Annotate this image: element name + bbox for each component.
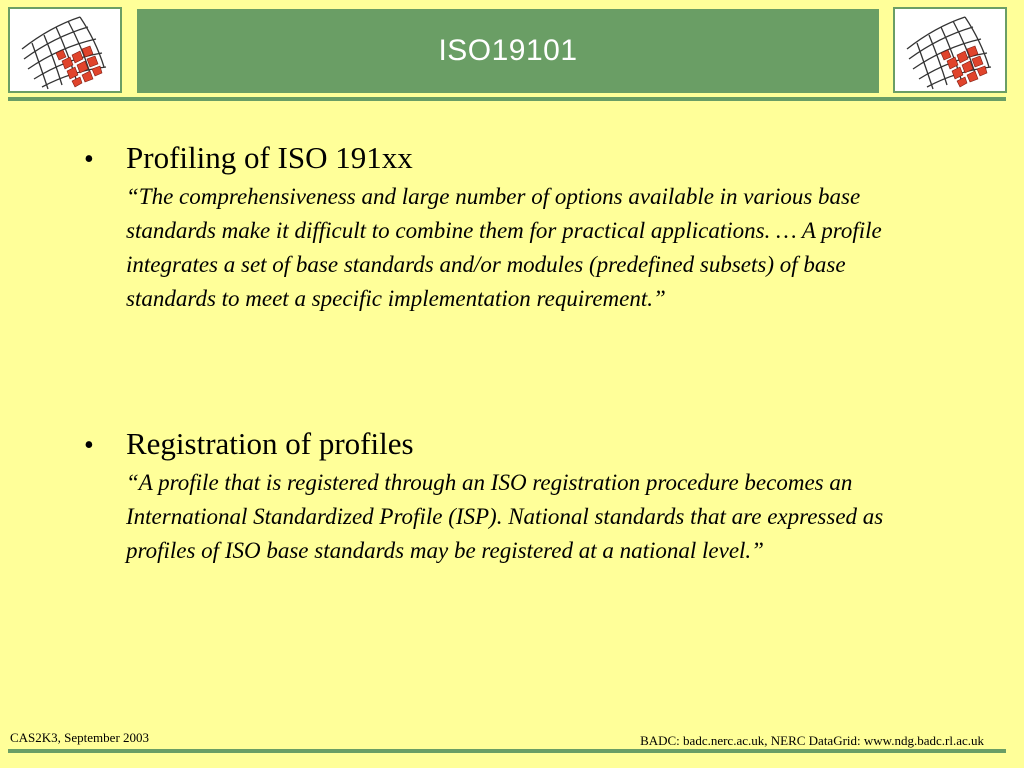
datagrid-logo-icon xyxy=(10,9,120,91)
footer-event: CAS2K3, September 2003 xyxy=(10,730,150,745)
bullet-item xyxy=(84,424,944,568)
logo-right xyxy=(893,7,1007,93)
bullet-heading-row xyxy=(84,424,944,466)
title-bar xyxy=(137,9,879,93)
header-divider xyxy=(8,97,1006,101)
bullet-marker: • xyxy=(84,144,94,175)
page-title: ISO19101 xyxy=(438,34,578,67)
bullet-quote: “The comprehensiveness and large number of options available in various base standards make it difficult to combine them for practical applications. … A profile integrates a set of base standards and/or modules (predefined subsets) of base standards to meet a specific implementation requirement.” xyxy=(126,184,882,311)
bullet-heading: Registration of profiles xyxy=(126,426,414,461)
bullet-heading-row xyxy=(84,138,944,180)
bullet-marker: • xyxy=(84,430,94,461)
datagrid-logo-icon xyxy=(895,9,1005,91)
bullet-heading: Profiling of ISO 191xx xyxy=(126,140,413,175)
footer-credits: BADC: badc.nerc.ac.uk, NERC DataGrid: www.ndg.badc.rl.ac.uk xyxy=(640,733,984,748)
bullet-item xyxy=(84,138,944,316)
logo-left xyxy=(8,7,122,93)
footer-divider xyxy=(8,749,1006,753)
bullet-quote: “A profile that is registered through an ISO registration procedure becomes an International Standardized Profile (ISP). National standards that are expressed as profiles of ISO base standards may be registered at a national level.” xyxy=(126,470,884,563)
